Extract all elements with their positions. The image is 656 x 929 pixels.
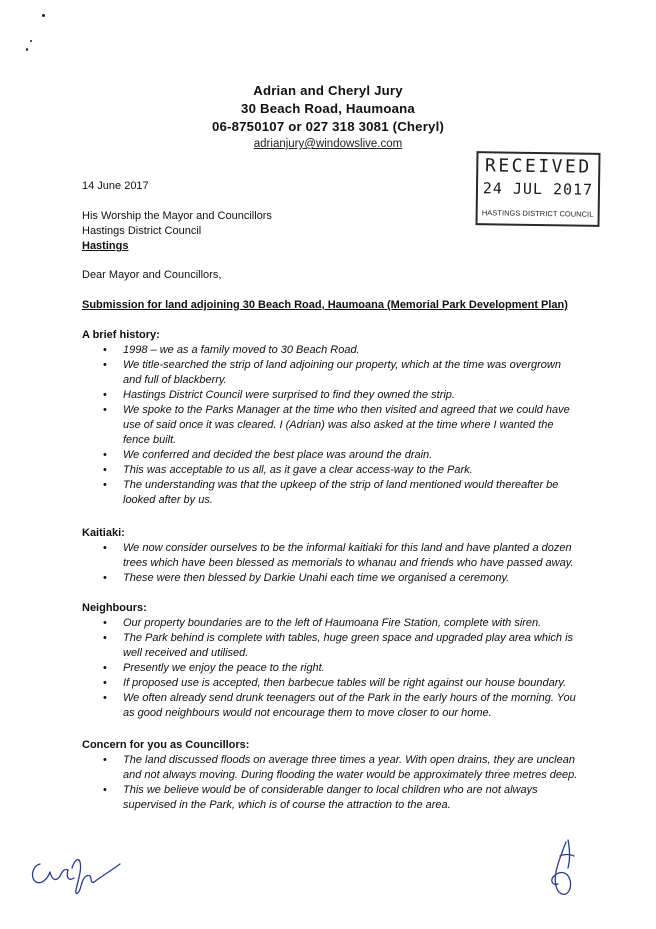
list-item: • If proposed use is accepted, then barbecue tables will be right against our house boundary.	[82, 676, 582, 691]
received-stamp	[475, 151, 600, 227]
list-item: • The understanding was that the upkeep of the strip of land mentioned would thereafter be looked after by us.	[82, 478, 582, 508]
subject-line: Submission for land adjoining 30 Beach Road, Haumoana (Memorial Park Development Plan)	[82, 299, 568, 311]
list-item: • We now consider ourselves to be the informal kaitiaki for this land and have planted a dozen trees which have been blessed as memorials to whanau and friends who have passed away.	[82, 541, 582, 571]
letterhead-email[interactable]: adrianjury@windowslive.com	[253, 138, 403, 150]
bullet-list	[82, 753, 582, 813]
letterhead	[0, 82, 656, 152]
list-item: • The land discussed floods on average three times a year. With open drains, they are unclean and not always moving. During flooding the water would be approximately three metres deep.	[82, 753, 582, 783]
list-item: • Hastings District Council were surprised to find they owned the strip.	[82, 388, 582, 403]
bullet-list	[82, 616, 582, 721]
stamp-title: RECEIVED	[484, 155, 592, 178]
letterhead-phones: 06-8750107 or 027 318 3081 (Cheryl)	[211, 119, 445, 134]
scan-specks	[20, 12, 50, 57]
stamp-organisation: HASTINGS DISTRICT COUNCIL	[481, 208, 594, 219]
section-neighbours	[82, 601, 582, 721]
list-item: • Our property boundaries are to the left of Haumoana Fire Station, complete with siren.	[82, 616, 582, 631]
list-item: • Presently we enjoy the peace to the right.	[82, 661, 582, 676]
letter-date: 14 June 2017	[82, 180, 149, 192]
greeting: Dear Mayor and Councillors,	[82, 269, 222, 281]
section-heading: Concern for you as Councillors:	[82, 739, 250, 751]
section-heading: A brief history:	[82, 329, 160, 341]
section-heading: Kaitiaki:	[82, 527, 125, 539]
recipient-line-3: Hastings	[82, 240, 129, 252]
list-item: • We spoke to the Parks Manager at the time who then visited and agreed that we could have use of said once it was cleared. I (Adrian) was also asked at the time where I wanted the fence built.	[82, 403, 582, 448]
list-item: • This we believe would be of considerable danger to local children who are not always supervised in the Park, which is of course the attraction to the area.	[82, 783, 582, 813]
section-heading: Neighbours:	[82, 602, 147, 614]
list-item: • We conferred and decided the best place was around the drain.	[82, 448, 582, 463]
recipient-address	[82, 209, 272, 254]
bullet-list	[82, 343, 582, 508]
signature-adrian	[26, 842, 126, 902]
bullet-list	[82, 541, 582, 586]
list-item: • This was acceptable to us all, as it gave a clear access-way to the Park.	[82, 463, 582, 478]
section-concern	[82, 738, 582, 813]
letterhead-names: Adrian and Cheryl Jury	[253, 83, 403, 98]
section-history	[82, 328, 582, 508]
list-item: • The Park behind is complete with tables, huge green space and upgraded play area which is well received and utilised.	[82, 631, 582, 661]
recipient-line-2: Hastings District Council	[82, 225, 202, 237]
signature-cheryl	[540, 838, 584, 900]
list-item: • We often already send drunk teenagers out of the Park in the early hours of the morning. You as good neighbours would not encourage them to move closer to our home.	[82, 691, 582, 721]
section-kaitiaki	[82, 526, 582, 586]
list-item: • These were then blessed by Darkie Unahi each time we organised a ceremony.	[82, 571, 582, 586]
list-item: • We title-searched the strip of land adjoining our property, which at the time was overgrown and full of blackberry.	[82, 358, 582, 388]
letterhead-address: 30 Beach Road, Haumoana	[241, 101, 415, 116]
recipient-line-1: His Worship the Mayor and Councillors	[82, 210, 272, 222]
stamp-date: 24 JUL 2017	[482, 179, 594, 199]
list-item: • 1998 – we as a family moved to 30 Beach Road.	[82, 343, 582, 358]
